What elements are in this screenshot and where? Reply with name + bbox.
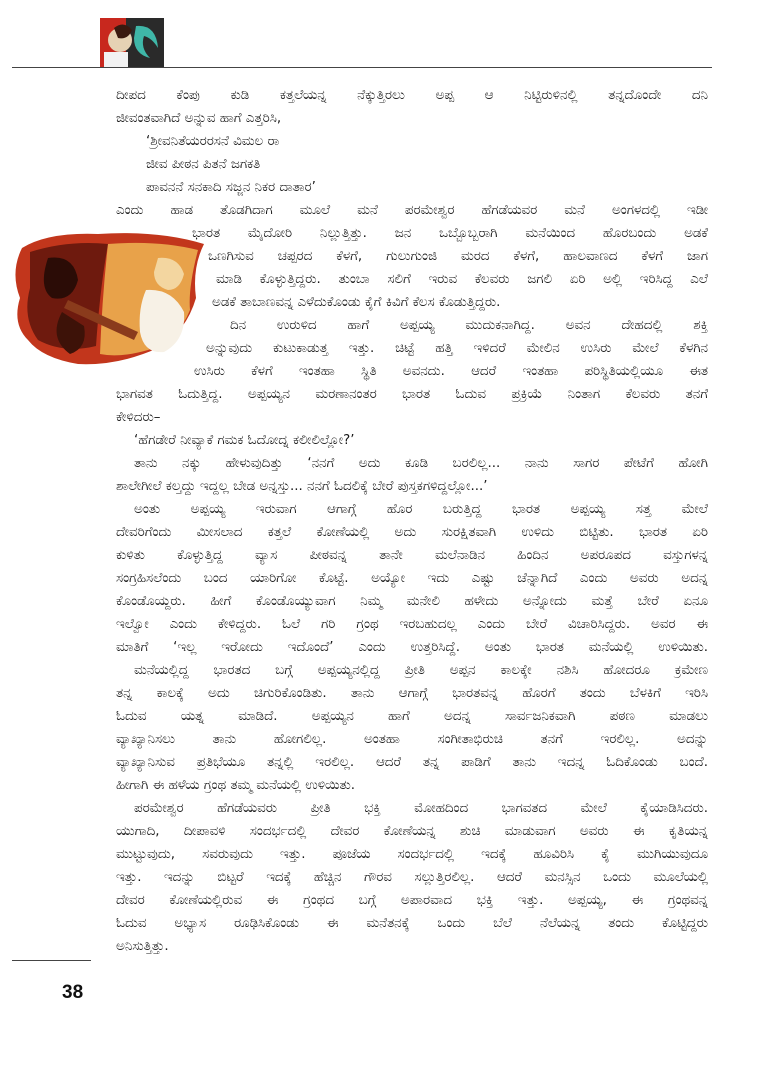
- text-line: ಅಡಕೆ ತಾಬಾಣವನ್ನ ಎಳೆದುಕೊಂಡು ಕೈಗೆ ಕಿವಿಗೆ ಕೆಲಸ ಕೊಡುತ್ತಿದ್ದರು.: [212, 295, 501, 310]
- text-line: ತನ್ನ ಕಾಲಕ್ಕೆ ಅದು ಚಿಗುರಿಕೊಂಡಿತು. ತಾನು ಆಗಾಗ್ಗೆ ಭಾರತವನ್ನ ಹೊರಗೆ ತಂದು ಬೆಳಕಿಗೆ ಇರಿಸಿ: [116, 686, 708, 701]
- footer-rule: [12, 960, 91, 961]
- text-line: ಅಂತು ಅಪ್ಪಯ್ಯ ಇರುವಾಗ ಆಗಾಗ್ಗೆ ಹೊರ ಬರುತ್ತಿದ್ದ ಭಾರತ ಅಪ್ಪಯ್ಯ ಸತ್ತ ಮೇಲೆ: [134, 502, 708, 517]
- magazine-logo: [100, 18, 164, 68]
- text-line: ಎಂದು ಹಾಡ ತೊಡಗಿದಾಗ ಮೂಲೆ ಮನೆ ಪರಮೇಶ್ವರ ಹೆಗಡೆಯವರ ಮನೆ ಅಂಗಳದಲ್ಲಿ ಇಡೀ: [116, 203, 708, 218]
- text-line: ಜೀವಂತವಾಗಿದೆ ಅನ್ನುವ ಹಾಗೆ ಎತ್ತರಿಸಿ,: [116, 111, 282, 126]
- text-line: ‘ಶ್ರೀವನಿತೆಯರರಸನೆ ವಿಮಲ ರಾ: [146, 134, 280, 149]
- text-line: ಇತ್ತು. ಇದನ್ನು ಬಿಟ್ಟರೆ ಇದಕ್ಕೆ ಹೆಚ್ಚಿನ ಗೌರವ ಸಲ್ಲುತ್ತಿರಲಿಲ್ಲ. ಆದರೆ ಮನಸ್ಸಿನ ಒಂದು ಮೂಲೆಯಲ್ಲಿ: [116, 870, 708, 885]
- text-line: ಅನ್ನುವುದು ಕುಟುಕಾಡುತ್ತ ಇತ್ತು. ಚಿಟ್ಟೆ ಹತ್ತಿ ಇಳಿದರೆ ಮೇಲಿನ ಉಸಿರು ಮೇಲೆ ಕೆಳಗಿನ: [206, 341, 708, 356]
- text-line: ಪರಮೇಶ್ವರ ಹೆಗಡೆಯವರು ಪ್ರೀತಿ ಭಕ್ತಿ ಮೋಹದಿಂದ ಭಾಗವತದ ಮೇಲೆ ಕೈಯಾಡಿಸಿದರು.: [134, 801, 708, 816]
- text-line: ‘ಹೆಗಡೇರೆ ನೀವ್ಯಾಕೆ ಗಮಕ ಓದೋದ್ನ ಕಲೀಲಿಲ್ಲೋ?’: [134, 433, 355, 448]
- text-line: ದಿನ ಉರುಳಿದ ಹಾಗೆ ಅಪ್ಪಯ್ಯ ಮುದುಕನಾಗಿದ್ದ. ಅವನ ದೇಹದಲ್ಲಿ ಶಕ್ತಿ: [230, 318, 708, 333]
- text-line: ಅನಿಸುತ್ತಿತ್ತು.: [116, 939, 169, 954]
- text-line: ಶಾಲೇಗೀಲೆ ಕಲ್ತದ್ದು ಇದ್ದಲ್ಲ ಬೇಡ ಅನ್ನಸ್ತು... ನನಗೆ ಓದಲಿಕ್ಕೆ ಬೇರೆ ಪುಸ್ತಕಗಳಿದ್ದಲ್ಲೋ...’: [116, 479, 488, 494]
- text-line: ದೀಪದ ಕೆಂಪು ಕುಡಿ ಕತ್ತಲೆಯನ್ನ ನೆಕ್ಕುತ್ತಿರಲು ಅಪ್ಪ ಆ ನಿಟ್ಟಿರುಳಿನಲ್ಲಿ ತನ್ನದೊಂದೇ ದನಿ: [116, 88, 708, 103]
- story-body: [116, 84, 708, 958]
- text-line: ಸಂಗ್ರಹಿಸಲೆಂದು ಬಂದ ಯಾರಿಗೋ ಕೊಟ್ಟೆ. ಅಯ್ಯೋ ಇದು ಎಷ್ಟು ಚೆನ್ನಾಗಿದೆ ಎಂದು ಅವರು ಅದನ್ನ: [116, 571, 708, 586]
- text-line: ಜೀವ ಪೀಠನ ಪಿತನೆ ಜಗಕತಿ: [146, 157, 261, 172]
- header-rule: [12, 67, 712, 68]
- text-line: ತಾನು ನಕ್ಕು ಹೇಳುವುದಿತ್ತು ‘ನನಗೆ ಅದು ಕೂಡಿ ಬರಲಿಲ್ಲ... ನಾನು ಸಾಗರ ಪೇಟೆಗೆ ಹೋಗಿ: [134, 456, 708, 471]
- text-line: ಕೊಂಡೊಯ್ದರು. ಹೀಗೆ ಕೊಂಡೊಯ್ಯುವಾಗ ನಿಮ್ಮ ಮನೇಲಿ ಹಳೇದು ಅನ್ನೋದು ಮತ್ತೆ ಬೇರೆ ಏನೂ: [116, 594, 708, 609]
- text-line: ಯುಗಾದಿ, ದೀಪಾವಳಿ ಸಂದರ್ಭದಲ್ಲಿ ದೇವರ ಕೋಣೆಯನ್ನ ಶುಚಿ ಮಾಡುವಾಗ ಅವರು ಈ ಕೃತಿಯನ್ನ: [116, 824, 708, 839]
- text-line: ಮನೆಯಲ್ಲಿದ್ದ ಭಾರತದ ಬಗ್ಗೆ ಅಪ್ಪಯ್ಯನಲ್ಲಿದ್ದ ಪ್ರೀತಿ ಅಪ್ಪನ ಕಾಲಕ್ಕೇ ನಶಿಸಿ ಹೋದರೂ ಕ್ರಮೇಣ: [134, 663, 708, 678]
- text-line: ಒಣಗಿಸುವ ಚಪ್ಪರದ ಕೆಳಗೆ, ಗುಲುಗುಂಜಿ ಮರದ ಕೆಳಗೆ, ಹಾಲವಾಣದ ಕೆಳಗೆ ಜಾಗ: [208, 249, 708, 264]
- text-line: ಮುಟ್ಟುವುದು, ಸವರುವುದು ಇತ್ತು. ಪೂಜೆಯ ಸಂದರ್ಭದಲ್ಲಿ ಇದಕ್ಕೆ ಹೂವಿರಿಸಿ ಕೈ ಮುಗಿಯುವುದೂ: [116, 847, 708, 862]
- text-line: ಭಾರತ ಮೈದೋರಿ ನಿಲ್ಲುತ್ತಿತ್ತು. ಜನ ಒಬ್ಬೊಬ್ಬರಾಗಿ ಮನೆಯಿಂದ ಹೊರಬಂದು ಅಡಕೆ: [192, 226, 708, 241]
- text-line: ಉಸಿರು ಕೆಳಗೆ ಇಂತಹಾ ಸ್ಥಿತಿ ಅವನದು. ಆದರೆ ಇಂತಹಾ ಪರಿಸ್ಥಿತಿಯಲ್ಲಿಯೂ ಈತ: [194, 364, 708, 379]
- text-line: ಭಾಗವತ ಓದುತ್ತಿದ್ದ. ಅಪ್ಪಯ್ಯನ ಮರಣಾನಂತರ ಭಾರತ ಓದುವ ಪ್ರಕ್ರಿಯೆ ನಿಂತಾಗ ಕೆಲವರು ತನಗೆ: [116, 387, 708, 402]
- text-line: ದೇವರ ಕೋಣೆಯಲ್ಲಿರುವ ಈ ಗ್ರಂಥದ ಬಗ್ಗೆ ಅಪಾರವಾದ ಭಕ್ತಿ ಇತ್ತು. ಅಪ್ಪಯ್ಯ, ಈ ಗ್ರಂಥವನ್ನ: [116, 893, 708, 908]
- text-line: ದೇವರಿಗೆಂದು ಮೀಸಲಾದ ಕತ್ತಲೆ ಕೋಣೆಯಲ್ಲಿ ಅದು ಸುರಕ್ಷಿತವಾಗಿ ಉಳಿದು ಬಿಟ್ಟಿತು. ಭಾರತ ಏರಿ: [116, 525, 708, 540]
- text-line: ವ್ಯಾಖ್ಯಾನಿಸುವ ಪ್ರತಿಭೆಯೂ ತನ್ನಲ್ಲಿ ಇರಲಿಲ್ಲ. ಆದರೆ ತನ್ನ ಪಾಡಿಗೆ ತಾನು ಇದನ್ನ ಓದಿಕೊಂಡು ಬಂದೆ.: [116, 755, 708, 770]
- text-line: ಓದುವ ಯತ್ನ ಮಾಡಿದೆ. ಅಪ್ಪಯ್ಯನ ಹಾಗೆ ಅದನ್ನ ಸಾರ್ವಜನಿಕವಾಗಿ ಪಠಣ ಮಾಡಲು: [116, 709, 708, 724]
- text-line: ವ್ಯಾಖ್ಯಾನಿಸಲು ತಾನು ಹೋಗಲಿಲ್ಲ. ಅಂತಹಾ ಸಂಗೀತಾಭಿರುಚಿ ತನಗೆ ಇರಲಿಲ್ಲ. ಅದನ್ನು: [116, 732, 708, 747]
- text-line: ಓದುವ ಅಭ್ಯಾಸ ರೂಢಿಸಿಕೊಂಡು ಈ ಮನೆತನಕ್ಕೆ ಒಂದು ಬೆಲೆ ನೆಲೆಯನ್ನ ತಂದು ಕೊಟ್ಟಿದ್ದರು: [116, 916, 708, 931]
- text-line: ಹೀಗಾಗಿ ಈ ಹಳೆಯ ಗ್ರಂಥ ತಮ್ಮ ಮನೆಯಲ್ಲಿ ಉಳಿಯಿತು.: [116, 778, 355, 793]
- text-line: ಮಾತಿಗೆ ‘ಇಲ್ಲ ಇರೋದು ಇದೊಂದೆ’ ಎಂದು ಉತ್ತರಿಸಿದ್ದೆ. ಅಂತು ಭಾರತ ಮನೆಯಲ್ಲಿ ಉಳಿಯಿತು.: [116, 640, 708, 655]
- text-line: ಇಲ್ವೋ ಎಂದು ಕೇಳಿದ್ದರು. ಓಲೆ ಗರಿ ಗ್ರಂಥ ಇರಬಹುದಲ್ಲ ಎಂದು ಬೇರೆ ವಿಚಾರಿಸಿದ್ದರು. ಅವರ ಈ: [116, 617, 708, 632]
- text-line: ಕುಳಿತು ಕೊಳ್ಳುತ್ತಿದ್ದ ವ್ಯಾಸ ಪೀಠವನ್ನ ತಾನೇ ಮಲೆನಾಡಿನ ಹಿಂದಿನ ಅಪರೂಪದ ವಸ್ತುಗಳನ್ನ: [116, 548, 708, 563]
- text-line: ಪಾವನನೆ ಸನಕಾದಿ ಸಜ್ಜನ ನಿಕರ ದಾತಾರ’: [146, 180, 316, 195]
- text-line: ಕೇಳಿದರು–: [116, 410, 161, 425]
- page-number: 38: [62, 982, 84, 1003]
- text-line: ಮಾಡಿ ಕೊಳ್ಳುತ್ತಿದ್ದರು. ತುಂಬಾ ಸಲಿಗೆ ಇರುವ ಕೆಲವರು ಜಗಲಿ ಏರಿ ಅಲ್ಲಿ ಇರಿಸಿದ್ದ ಎಲೆ: [216, 272, 708, 287]
